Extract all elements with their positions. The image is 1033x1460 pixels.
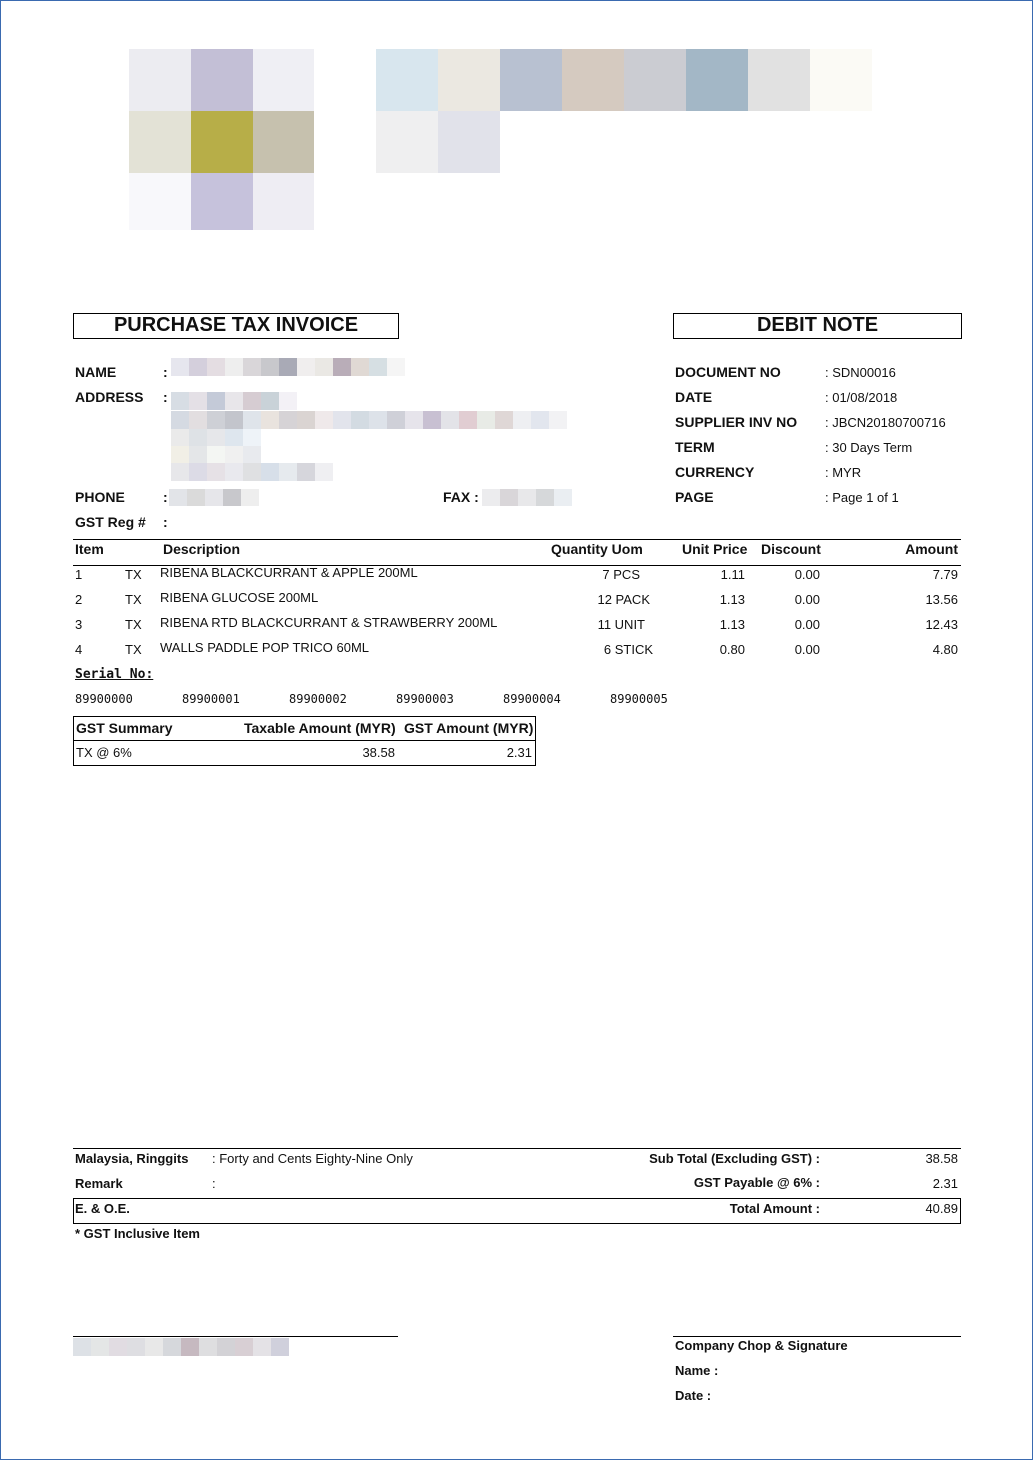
row-1-description: RIBENA BLACKCURRANT & APPLE 200ML [160, 565, 418, 580]
fax-label-text: FAX [443, 489, 471, 505]
row-4-tax: TX [125, 642, 142, 657]
fax-label [443, 489, 479, 505]
ringgit-label: Malaysia, Ringgits [75, 1151, 189, 1166]
invoice-title: PURCHASE TAX INVOICE [73, 313, 399, 339]
issuer-name-redacted [73, 1338, 289, 1356]
row-2-discount: 0.00 [794, 592, 820, 607]
gst-payable-label: GST Payable @ 6% : [693, 1175, 820, 1190]
signature-date-label: Date : [675, 1388, 712, 1403]
signature-name-label: Name : [675, 1363, 719, 1378]
row-3-tax: TX [125, 617, 142, 632]
row-2-unit-price: 1.13 [719, 592, 745, 607]
total-amount-label: Total Amount : [729, 1201, 820, 1216]
currency-label: CURRENCY [675, 464, 755, 480]
phone-redacted [169, 489, 259, 506]
row-1-tax: TX [125, 567, 142, 582]
company-name-redacted [376, 49, 872, 173]
row-3-qty: 11 UNIT [597, 617, 645, 632]
row-4-description: WALLS PADDLE POP TRICO 60ML [160, 640, 370, 655]
table-top-rule [73, 539, 961, 540]
address-line-5-redacted [171, 463, 333, 481]
address-line-1-redacted [171, 392, 297, 410]
row-4-discount: 0.00 [794, 642, 820, 657]
company-chop-label: Company Chop & Signature [675, 1338, 848, 1353]
gst-summary-taxable-header: Taxable Amount (MYR) [244, 720, 396, 736]
row-3-discount: 0.00 [794, 617, 820, 632]
row-4-qty: 6 STICK [603, 642, 653, 657]
row-3-unit-price: 1.13 [719, 617, 745, 632]
row-2-description: RIBENA GLUCOSE 200ML [160, 590, 319, 605]
date-label: DATE [675, 389, 713, 405]
total-amount-value: 40.89 [925, 1201, 958, 1216]
row-4-amount: 4.80 [932, 642, 958, 657]
currency-value: : MYR [825, 465, 862, 480]
serial-number-3: 89900002 [289, 692, 347, 706]
row-1-amount: 7.79 [932, 567, 958, 582]
remark-label: Remark [75, 1176, 123, 1191]
row-2-item: 2 [75, 592, 83, 607]
header-item: Item [75, 541, 104, 557]
row-2-amount: 13.56 [925, 592, 958, 607]
header-quantity-uom: Quantity Uom [551, 541, 643, 557]
document-no-label: DOCUMENT NO [675, 364, 781, 380]
header-discount: Discount [761, 541, 821, 557]
gst-summary-header-rule [73, 740, 536, 741]
date-value: : 01/08/2018 [825, 390, 898, 405]
gst-reg-label: GST Reg # [75, 514, 146, 530]
row-1-item: 1 [75, 567, 83, 582]
row-3-description: RIBENA RTD BLACKCURRANT & STRAWBERRY 200ML [160, 615, 498, 630]
serial-number-4: 89900003 [396, 692, 454, 706]
row-3-amount: 12.43 [925, 617, 958, 632]
subtotal-label: Sub Total (Excluding GST) : [649, 1151, 820, 1166]
name-colon: : [163, 364, 168, 380]
row-4-item: 4 [75, 642, 83, 657]
total-amount-box [73, 1198, 961, 1224]
remark-value: : [212, 1176, 216, 1191]
address-colon: : [163, 389, 168, 405]
serial-number-1: 89900000 [75, 692, 133, 706]
gst-summary-taxable: 38.58 [362, 745, 395, 760]
page-label: PAGE [675, 489, 714, 505]
debit-note-title: DEBIT NOTE [673, 313, 962, 339]
serial-number-2: 89900001 [182, 692, 240, 706]
gst-summary-gst-header: GST Amount (MYR) [404, 720, 534, 736]
company-logo [129, 49, 314, 230]
row-2-tax: TX [125, 592, 142, 607]
gst-inclusive-note: * GST Inclusive Item [75, 1226, 200, 1241]
term-value: : 30 Days Term [825, 440, 913, 455]
serial-number-5: 89900004 [503, 692, 561, 706]
row-4-unit-price: 0.80 [719, 642, 745, 657]
address-line-3-redacted [171, 429, 261, 447]
header-amount: Amount [905, 541, 958, 557]
row-1-discount: 0.00 [794, 567, 820, 582]
term-label: TERM [675, 439, 715, 455]
row-1-unit-price: 1.11 [720, 567, 745, 582]
name-redacted [171, 358, 405, 376]
address-label: ADDRESS [75, 389, 144, 405]
ringgit-words: : Forty and Cents Eighty-Nine Only [212, 1151, 413, 1166]
gst-summary-gst: 2.31 [506, 745, 532, 760]
gst-reg-colon: : [163, 514, 168, 530]
row-1-qty: 7 PCS [602, 567, 640, 582]
right-signature-rule [673, 1336, 961, 1337]
totals-top-rule [73, 1148, 961, 1149]
supplier-inv-value: : JBCN20180700716 [825, 415, 946, 430]
gst-summary-row-label: TX @ 6% [76, 745, 132, 760]
document-no-value: : SDN00016 [825, 365, 896, 380]
phone-label: PHONE [75, 489, 125, 505]
subtotal-value: 38.58 [925, 1151, 958, 1166]
row-3-item: 3 [75, 617, 83, 632]
serial-number-6: 89900005 [610, 692, 668, 706]
fax-colon: : [474, 489, 479, 505]
address-line-2-redacted [171, 411, 567, 429]
eoe-label: E. & O.E. [75, 1201, 130, 1216]
row-2-qty: 12 PACK [597, 592, 650, 607]
name-label: NAME [75, 364, 117, 380]
header-description: Description [163, 541, 241, 557]
gst-summary-header: GST Summary [76, 720, 173, 736]
supplier-inv-label: SUPPLIER INV NO [675, 414, 798, 430]
left-signature-rule [73, 1336, 398, 1337]
serial-label: Serial No: [75, 667, 154, 682]
phone-colon: : [163, 489, 168, 505]
page-value: : Page 1 of 1 [825, 490, 899, 505]
fax-redacted [482, 489, 572, 506]
gst-payable-value: 2.31 [932, 1176, 958, 1191]
header-unit-price: Unit Price [682, 541, 748, 557]
address-line-4-redacted [171, 446, 261, 464]
